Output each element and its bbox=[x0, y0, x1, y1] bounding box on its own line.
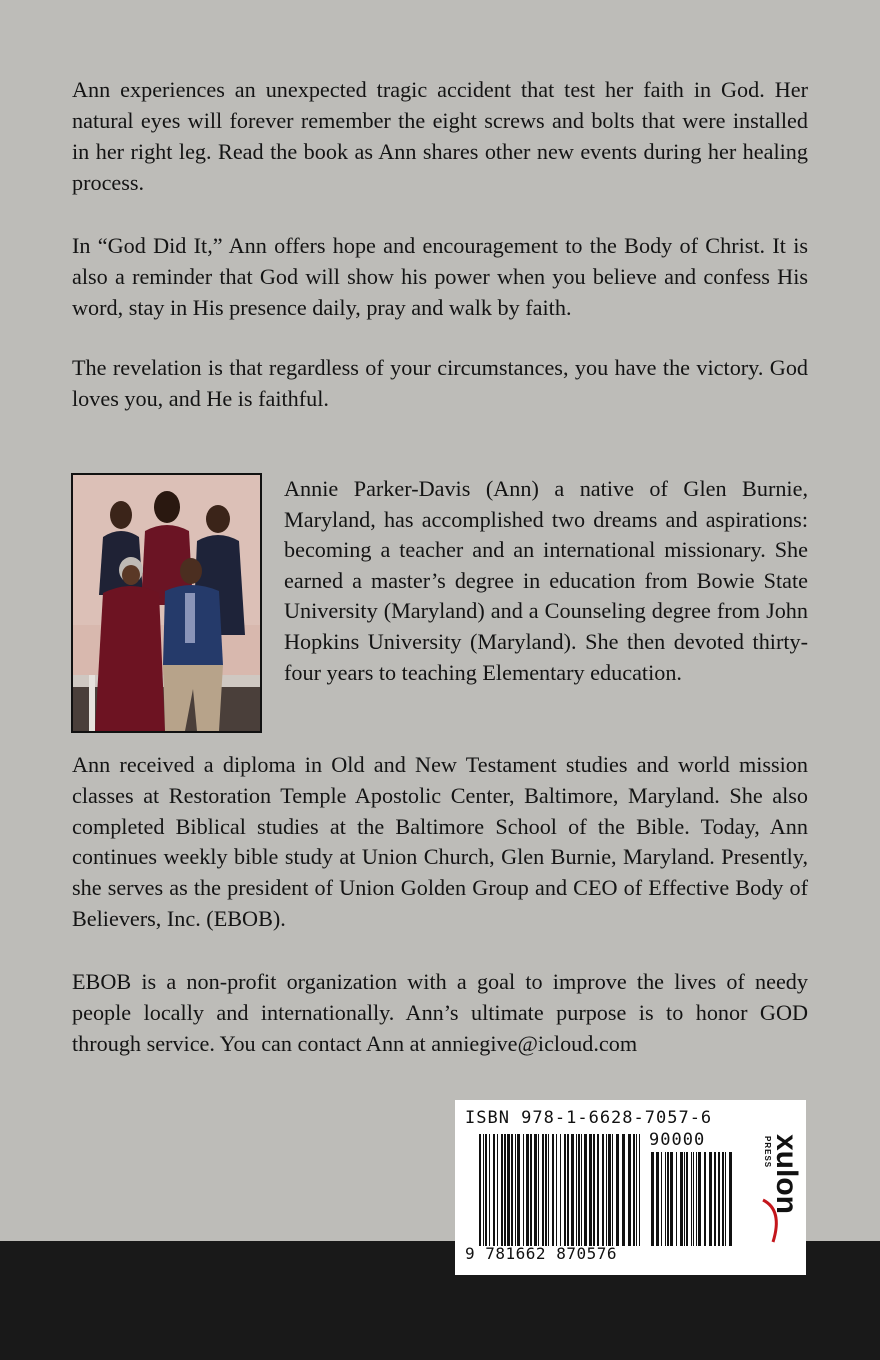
author-bio-paragraph-3: EBOB is a non-profit organization with a goal to improve the lives of needy people locally and internationally. Ann’s ultimate purpose is to honor GOD through service. You can contact Ann at anniegive@icloud.com bbox=[72, 969, 808, 1056]
blurb-paragraph-2: In “God Did It,” Ann offers hope and encouragement to the Body of Christ. It is also a reminder that God will show his power when you believe and confess His word, stay in His presence daily, pray and walk by faith. bbox=[72, 233, 808, 320]
barcode-bar bbox=[571, 1134, 574, 1246]
addon-barcode bbox=[651, 1152, 733, 1246]
barcode-bar bbox=[680, 1152, 683, 1246]
barcode-bar bbox=[729, 1152, 732, 1246]
barcode-bar bbox=[483, 1134, 484, 1246]
barcode-bar bbox=[725, 1152, 726, 1246]
isbn-text: ISBN 978-1-6628-7057-6 bbox=[465, 1108, 713, 1128]
barcode-bar bbox=[628, 1134, 631, 1246]
barcode-bar bbox=[556, 1134, 557, 1246]
barcode-bar bbox=[517, 1134, 520, 1246]
barcode-bar bbox=[597, 1134, 599, 1246]
barcode-bar bbox=[501, 1134, 503, 1246]
barcode-bar bbox=[567, 1134, 569, 1246]
barcode-bar bbox=[622, 1134, 625, 1246]
barcode-bar bbox=[589, 1134, 592, 1246]
barcode-bar bbox=[552, 1134, 554, 1246]
barcode-bar bbox=[667, 1152, 669, 1246]
publisher-name: xulon bbox=[770, 1134, 803, 1214]
barcode-bar bbox=[526, 1134, 529, 1246]
barcode-bar bbox=[661, 1152, 662, 1246]
barcode-bar bbox=[538, 1134, 539, 1246]
barcode-bar bbox=[497, 1134, 498, 1246]
barcode-bar bbox=[714, 1152, 716, 1246]
barcode-bar bbox=[530, 1134, 532, 1246]
barcode-bar bbox=[545, 1134, 547, 1246]
barcode-bar bbox=[485, 1134, 487, 1246]
barcode-bar bbox=[696, 1152, 697, 1246]
barcode-bar bbox=[722, 1152, 724, 1246]
barcode-bar bbox=[709, 1152, 712, 1246]
barcode-bar bbox=[616, 1134, 619, 1246]
barcode-bar bbox=[507, 1134, 510, 1246]
barcode-bar bbox=[584, 1134, 587, 1246]
barcode-bar bbox=[602, 1134, 604, 1246]
barcode-bar bbox=[578, 1134, 580, 1246]
author-bio-paragraph-2: Ann received a diploma in Old and New Testament studies and world mission classes at Restoration Temple Apostolic Center, Baltimore, Maryland. She also completed Biblical studies at the Baltimore School of the Bible. Today, Ann continues weekly bible study at Union Church, Glen Burnie, Maryland. Presently, she serves as the president of Union Golden Group and CEO of Effective Body of Believers, Inc. (EBOB). bbox=[72, 752, 808, 931]
barcode-bar bbox=[534, 1134, 537, 1246]
barcode-bar bbox=[489, 1134, 490, 1246]
barcode-bar bbox=[564, 1134, 566, 1246]
blurb-paragraph-3: The revelation is that regardless of your circumstances, you have the victory. God loves you, and He is faithful. bbox=[72, 355, 808, 411]
barcode-bar bbox=[576, 1134, 577, 1246]
publisher-logo bbox=[743, 1130, 803, 1250]
barcode-bar bbox=[511, 1134, 513, 1246]
barcode-bar bbox=[670, 1152, 673, 1246]
barcode-bar bbox=[718, 1152, 720, 1246]
barcode-bar bbox=[612, 1134, 613, 1246]
ean-digits: 9 781662 870576 bbox=[465, 1244, 617, 1263]
barcode-bar bbox=[523, 1134, 524, 1246]
barcode-bar bbox=[593, 1134, 595, 1246]
author-family-photo bbox=[71, 473, 262, 733]
barcode-bar bbox=[504, 1134, 506, 1246]
barcode-bar bbox=[542, 1134, 544, 1246]
isbn-barcode-box bbox=[455, 1100, 806, 1275]
barcode-bar bbox=[560, 1134, 561, 1246]
blurb-paragraph-1: Ann experiences an unexpected tragic accident that test her faith in God. Her natural eyes will forever remember the eight screws and bolts that were installed in her right leg. Read the book as Ann shares other new events during her healing process. bbox=[72, 77, 808, 195]
barcode-bar bbox=[515, 1134, 516, 1246]
barcode-bar bbox=[633, 1134, 635, 1246]
barcode-bar bbox=[581, 1134, 582, 1246]
barcode-bar bbox=[691, 1152, 692, 1246]
barcode-bar bbox=[704, 1152, 706, 1246]
barcode-bar bbox=[608, 1134, 611, 1246]
ean-barcode bbox=[479, 1134, 641, 1246]
barcode-bar bbox=[665, 1152, 666, 1246]
barcode-bar bbox=[698, 1152, 701, 1246]
barcode-bar bbox=[656, 1152, 659, 1246]
barcode-bar bbox=[686, 1152, 688, 1246]
barcode-bar bbox=[548, 1134, 549, 1246]
barcode-bar bbox=[651, 1152, 654, 1246]
barcode-bar bbox=[479, 1134, 481, 1246]
publisher-sub: PRESS bbox=[763, 1136, 772, 1169]
barcode-bar bbox=[493, 1134, 495, 1246]
barcode-bar bbox=[676, 1152, 677, 1246]
barcode-bar bbox=[684, 1152, 685, 1246]
price-code: 90000 bbox=[649, 1130, 706, 1150]
barcode-bar bbox=[636, 1134, 637, 1246]
family-photo-illustration bbox=[73, 475, 260, 731]
barcode-bar bbox=[693, 1152, 694, 1246]
author-bio-paragraph-1: Annie Parker-Davis (Ann) a native of Glen Burnie, Maryland, has accomplished two dreams and aspirations: becoming a teacher and an international missionary. She earned a master’s degree in education from Bowie State University (Maryland) and a Counseling degree from John Hopkins University (Maryland). She then devoted thirty-four years to teaching Elementary education. bbox=[284, 476, 808, 685]
barcode-bar bbox=[639, 1134, 640, 1246]
barcode-bar bbox=[606, 1134, 607, 1246]
